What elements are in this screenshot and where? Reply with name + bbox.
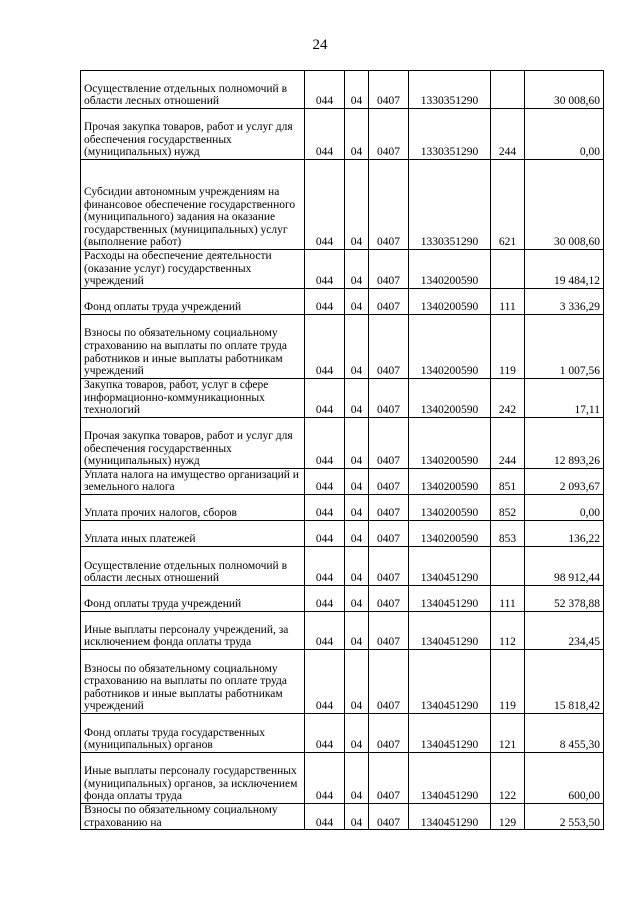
section-code-cell: 04 (345, 585, 369, 611)
expense-name-cell: Взносы по обязательному социальному страхованию на выплаты по оплате труда работников и иные выплаты работникам учреждений (81, 649, 305, 713)
expense-name-cell: Иные выплаты персоналу государственных (муниципальных) органов, за исключением фонда оплаты труда (81, 752, 305, 803)
table-row (81, 314, 604, 378)
department-code-cell: 044 (305, 109, 345, 160)
table-row (81, 288, 604, 314)
page-number: 24 (312, 37, 328, 53)
expense-name-cell: Взносы по обязательному социальному страхованию на (81, 803, 305, 829)
table-row (81, 803, 604, 829)
section-code-cell: 04 (345, 752, 369, 803)
amount-cell: 600,00 (525, 752, 604, 803)
table-row (81, 109, 604, 160)
expense-name-cell: Фонд оплаты труда государственных (муниципальных) органов (81, 713, 305, 752)
amount-cell: 2 553,50 (525, 803, 604, 829)
expense-kind-cell: 129 (491, 803, 525, 829)
amount-cell: 52 378,88 (525, 585, 604, 611)
department-code-cell: 044 (305, 71, 345, 109)
expense-name-cell: Субсидии автономным учреждениям на финансовое обеспечение государственного (муниципального) задания на оказание государственных (муниципальных) услуг (выполнение работ) (81, 160, 305, 250)
target-article-cell: 1340451290 (409, 546, 491, 585)
target-article-cell: 1340200590 (409, 468, 491, 494)
department-code-cell: 044 (305, 314, 345, 378)
subsection-code-cell: 0407 (369, 288, 409, 314)
department-code-cell: 044 (305, 160, 345, 250)
department-code-cell: 044 (305, 494, 345, 520)
subsection-code-cell: 0407 (369, 752, 409, 803)
subsection-code-cell: 0407 (369, 109, 409, 160)
department-code-cell: 044 (305, 585, 345, 611)
expense-name-cell: Уплата иных платежей (81, 520, 305, 546)
subsection-code-cell: 0407 (369, 314, 409, 378)
target-article-cell: 1340451290 (409, 611, 491, 649)
section-code-cell: 04 (345, 803, 369, 829)
amount-cell: 2 093,67 (525, 468, 604, 494)
amount-cell: 30 008,60 (525, 160, 604, 250)
expense-kind-cell: 852 (491, 494, 525, 520)
expense-name-cell: Взносы по обязательному социальному страхованию на выплаты по оплате труда работников и иные выплаты работникам учреждений (81, 314, 305, 378)
amount-cell: 98 912,44 (525, 546, 604, 585)
subsection-code-cell: 0407 (369, 611, 409, 649)
expense-name-cell: Уплата налога на имущество организаций и земельного налога (81, 468, 305, 494)
amount-cell: 234,45 (525, 611, 604, 649)
target-article-cell: 1340200590 (409, 250, 491, 289)
department-code-cell: 044 (305, 250, 345, 289)
table-row (81, 494, 604, 520)
section-code-cell: 04 (345, 417, 369, 468)
expense-name-cell: Расходы на обеспечение деятельности (оказание услуг) государственных учреждений (81, 250, 305, 289)
table-row (81, 71, 604, 109)
expense-kind-cell: 112 (491, 611, 525, 649)
table-row (81, 611, 604, 649)
expense-name-cell: Фонд оплаты труда учреждений (81, 585, 305, 611)
table-row (81, 585, 604, 611)
subsection-code-cell: 0407 (369, 71, 409, 109)
amount-cell: 12 893,26 (525, 417, 604, 468)
target-article-cell: 1340200590 (409, 417, 491, 468)
expense-kind-cell: 111 (491, 585, 525, 611)
target-article-cell: 1340451290 (409, 649, 491, 713)
expense-name-cell: Фонд оплаты труда учреждений (81, 288, 305, 314)
subsection-code-cell: 0407 (369, 520, 409, 546)
expense-kind-cell: 244 (491, 417, 525, 468)
expense-name-cell: Прочая закупка товаров, работ и услуг для обеспечения государственных (муниципальных) нужд (81, 417, 305, 468)
expense-kind-cell (491, 250, 525, 289)
expense-name-cell: Закупка товаров, работ, услуг в сфере информационно-коммуникационных технологий (81, 378, 305, 417)
expense-name-cell: Иные выплаты персоналу учреждений, за исключением фонда оплаты труда (81, 611, 305, 649)
target-article-cell: 1330351290 (409, 109, 491, 160)
section-code-cell: 04 (345, 713, 369, 752)
department-code-cell: 044 (305, 520, 345, 546)
subsection-code-cell: 0407 (369, 160, 409, 250)
target-article-cell: 1340451290 (409, 752, 491, 803)
subsection-code-cell: 0407 (369, 546, 409, 585)
budget-table-body (81, 71, 604, 830)
table-row (81, 649, 604, 713)
expense-kind-cell: 119 (491, 649, 525, 713)
amount-cell: 8 455,30 (525, 713, 604, 752)
expense-kind-cell: 853 (491, 520, 525, 546)
department-code-cell: 044 (305, 417, 345, 468)
section-code-cell: 04 (345, 611, 369, 649)
amount-cell: 19 484,12 (525, 250, 604, 289)
section-code-cell: 04 (345, 468, 369, 494)
expense-kind-cell: 244 (491, 109, 525, 160)
department-code-cell: 044 (305, 468, 345, 494)
amount-cell: 0,00 (525, 494, 604, 520)
table-row (81, 250, 604, 289)
amount-cell: 30 008,60 (525, 71, 604, 109)
target-article-cell: 1340451290 (409, 803, 491, 829)
table-row (81, 546, 604, 585)
subsection-code-cell: 0407 (369, 417, 409, 468)
expense-name-cell: Уплата прочих налогов, сборов (81, 494, 305, 520)
section-code-cell: 04 (345, 378, 369, 417)
expense-name-cell: Прочая закупка товаров, работ и услуг для обеспечения государственных (муниципальных) нужд (81, 109, 305, 160)
subsection-code-cell: 0407 (369, 494, 409, 520)
target-article-cell: 1340200590 (409, 494, 491, 520)
amount-cell: 0,00 (525, 109, 604, 160)
table-row (81, 752, 604, 803)
department-code-cell: 044 (305, 546, 345, 585)
target-article-cell: 1340451290 (409, 713, 491, 752)
target-article-cell: 1330351290 (409, 71, 491, 109)
expense-kind-cell: 242 (491, 378, 525, 417)
subsection-code-cell: 0407 (369, 803, 409, 829)
target-article-cell: 1340451290 (409, 585, 491, 611)
table-row (81, 520, 604, 546)
section-code-cell: 04 (345, 250, 369, 289)
subsection-code-cell: 0407 (369, 250, 409, 289)
section-code-cell: 04 (345, 546, 369, 585)
expense-name-cell: Осуществление отдельных полномочий в области лесных отношений (81, 546, 305, 585)
target-article-cell: 1340200590 (409, 314, 491, 378)
department-code-cell: 044 (305, 649, 345, 713)
target-article-cell: 1340200590 (409, 288, 491, 314)
expense-kind-cell: 122 (491, 752, 525, 803)
department-code-cell: 044 (305, 611, 345, 649)
expense-kind-cell (491, 546, 525, 585)
table-row (81, 417, 604, 468)
department-code-cell: 044 (305, 288, 345, 314)
expense-kind-cell: 851 (491, 468, 525, 494)
subsection-code-cell: 0407 (369, 649, 409, 713)
amount-cell: 15 818,42 (525, 649, 604, 713)
amount-cell: 3 336,29 (525, 288, 604, 314)
section-code-cell: 04 (345, 494, 369, 520)
subsection-code-cell: 0407 (369, 378, 409, 417)
expense-kind-cell: 621 (491, 160, 525, 250)
table-row (81, 713, 604, 752)
expense-kind-cell: 111 (491, 288, 525, 314)
section-code-cell: 04 (345, 288, 369, 314)
section-code-cell: 04 (345, 109, 369, 160)
target-article-cell: 1340200590 (409, 378, 491, 417)
section-code-cell: 04 (345, 160, 369, 250)
amount-cell: 17,11 (525, 378, 604, 417)
department-code-cell: 044 (305, 378, 345, 417)
target-article-cell: 1330351290 (409, 160, 491, 250)
subsection-code-cell: 0407 (369, 713, 409, 752)
target-article-cell: 1340200590 (409, 520, 491, 546)
table-row (81, 378, 604, 417)
department-code-cell: 044 (305, 752, 345, 803)
section-code-cell: 04 (345, 520, 369, 546)
section-code-cell: 04 (345, 649, 369, 713)
amount-cell: 1 007,56 (525, 314, 604, 378)
section-code-cell: 04 (345, 71, 369, 109)
subsection-code-cell: 0407 (369, 468, 409, 494)
table-row (81, 160, 604, 250)
expense-kind-cell (491, 71, 525, 109)
table-row (81, 468, 604, 494)
department-code-cell: 044 (305, 803, 345, 829)
budget-table (80, 70, 604, 830)
expense-name-cell: Осуществление отдельных полномочий в области лесных отношений (81, 71, 305, 109)
amount-cell: 136,22 (525, 520, 604, 546)
department-code-cell: 044 (305, 713, 345, 752)
expense-kind-cell: 121 (491, 713, 525, 752)
section-code-cell: 04 (345, 314, 369, 378)
expense-kind-cell: 119 (491, 314, 525, 378)
subsection-code-cell: 0407 (369, 585, 409, 611)
